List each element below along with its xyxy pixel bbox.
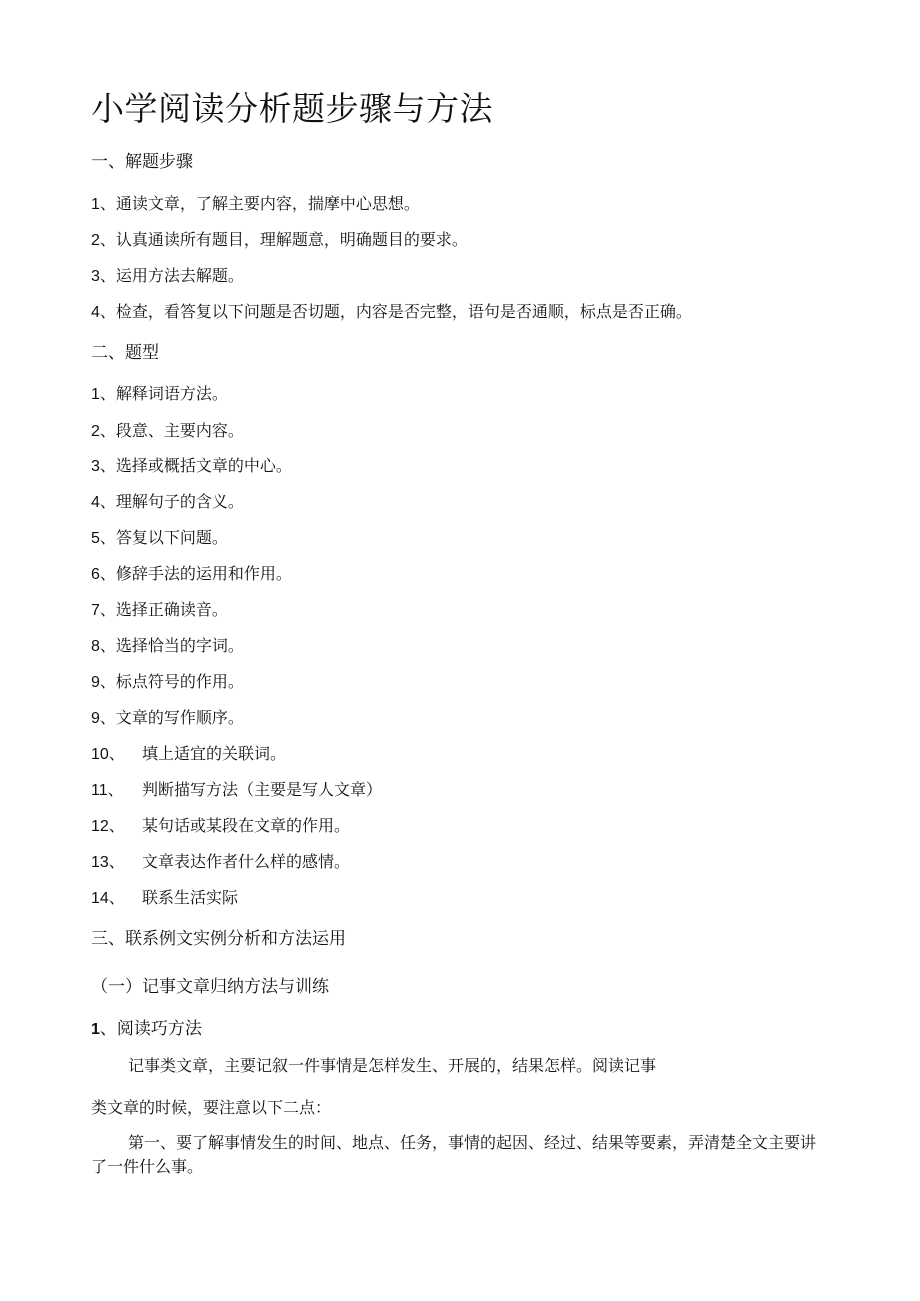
list-item	[91, 635, 244, 658]
item-text: 、解释词语方法。	[99, 384, 228, 403]
section-heading-steps: 一、解题步骤	[91, 152, 193, 172]
list-item	[91, 265, 244, 288]
list-item	[91, 743, 286, 766]
paragraph-line: 记事类文章，主要记叙一件事情是怎样发生、开展的，结果怎样。阅读记事	[128, 1056, 657, 1075]
list-item	[91, 599, 228, 622]
sub-item-heading	[91, 1017, 202, 1042]
list-item	[91, 420, 244, 443]
item-text: 、标点符号的作用。	[99, 672, 244, 691]
item-text: 、文章的写作顺序。	[99, 708, 244, 727]
item-text: 判断描写方法（主要是写人文章）	[142, 780, 383, 799]
document-title: 小学阅读分析题步骤与方法	[91, 89, 493, 128]
list-item	[91, 887, 238, 910]
item-text: 、选择正确读音。	[99, 600, 228, 619]
item-number: 10、	[91, 746, 125, 763]
list-item	[91, 491, 244, 514]
item-number: 2	[91, 423, 100, 440]
section-heading-examples: 三、联系例文实例分析和方法运用	[91, 929, 346, 949]
item-number: 4	[91, 304, 100, 321]
item-number: 9	[91, 674, 100, 691]
list-item	[91, 707, 244, 730]
item-text: 、答复以下问题。	[99, 528, 228, 547]
item-number: 5	[91, 530, 100, 547]
item-text: 、阅读巧方法	[99, 1019, 202, 1039]
item-text: 、选择恰当的字词。	[99, 636, 244, 655]
subsection-heading: （一）记事文章归纳方法与训练	[91, 977, 329, 997]
item-number: 2	[91, 232, 100, 249]
item-text: 、修辞手法的运用和作用。	[99, 564, 292, 583]
item-text: 、检查，看答复以下问题是否切题，内容是否完整，语句是否通顺，标点是否正确。	[99, 302, 692, 321]
list-item	[91, 815, 350, 838]
item-text: 、认真通读所有题目，理解题意，明确题目的要求。	[99, 230, 468, 249]
item-number: 13、	[91, 854, 125, 871]
item-number: 1	[91, 196, 100, 213]
paragraph-line: 类文章的时候，要注意以下二点：	[91, 1098, 332, 1117]
item-number: 6	[91, 566, 100, 583]
item-text: 文章表达作者什么样的感情。	[142, 852, 351, 871]
item-number: 14、	[91, 890, 125, 907]
list-item	[91, 671, 244, 694]
list-item	[91, 229, 468, 252]
item-number: 7	[91, 602, 100, 619]
item-number: 3	[91, 268, 100, 285]
item-text: 填上适宜的关联词。	[142, 744, 287, 763]
item-text: 、运用方法去解题。	[99, 266, 244, 285]
list-item	[91, 301, 692, 324]
item-text: 某句话或某段在文章的作用。	[142, 816, 351, 835]
list-item	[91, 383, 228, 406]
list-item	[91, 779, 382, 802]
item-number: 3	[91, 458, 100, 475]
item-number: 9	[91, 710, 100, 727]
item-number: 4	[91, 494, 100, 511]
item-number: 11、	[91, 782, 124, 799]
item-text: 联系生活实际	[142, 888, 239, 907]
list-item	[91, 851, 350, 874]
list-item	[91, 455, 292, 478]
item-number: 1	[91, 386, 100, 403]
list-item	[91, 527, 228, 550]
item-number: 12、	[91, 818, 125, 835]
paragraph: 第一、要了解事情发生的时间、地点、任务，事情的起因、经过、结果等要素，弄清楚全文主要讲了一件什么事。	[91, 1133, 817, 1176]
item-number: 1	[91, 1021, 100, 1038]
item-text: 、理解句子的含义。	[99, 492, 244, 511]
item-text: 、选择或概括文章的中心。	[99, 456, 292, 475]
section-heading-question-types: 二、题型	[91, 343, 159, 363]
list-item	[91, 193, 420, 216]
item-number: 8	[91, 638, 100, 655]
item-text: 、通读文章，了解主要内容，揣摩中心思想。	[99, 194, 420, 213]
item-text: 、段意、主要内容。	[99, 421, 244, 440]
list-item	[91, 563, 292, 586]
